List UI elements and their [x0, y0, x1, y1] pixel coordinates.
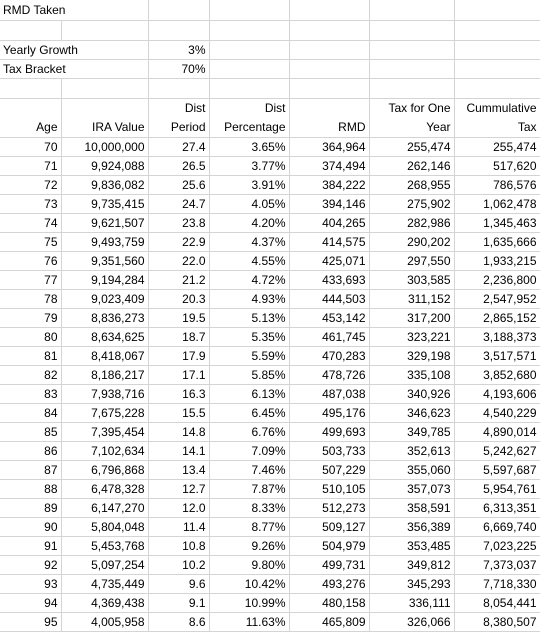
cell-tax-one-year[interactable]: 317,200	[369, 308, 454, 327]
cell-dist-percentage[interactable]: 5.59%	[209, 346, 289, 365]
sheet-title[interactable]: RMD Taken	[0, 0, 148, 20]
cell-ira-value[interactable]: 6,796,868	[61, 460, 148, 479]
header-rmd[interactable]: RMD	[289, 98, 369, 137]
cell-empty[interactable]	[148, 20, 209, 40]
cell-ira-value[interactable]: 8,418,067	[61, 346, 148, 365]
table-row	[0, 593, 540, 612]
cell-cumulative-tax[interactable]: 6,669,740	[454, 517, 540, 536]
header-cumulative-tax[interactable]: Cummulative Tax	[454, 98, 540, 137]
cell-cumulative-tax[interactable]: 1,635,666	[454, 232, 540, 251]
cell-dist-period[interactable]: 12.7	[148, 479, 209, 498]
cell-age[interactable]: 78	[0, 289, 61, 308]
cell-dist-percentage[interactable]: 11.63%	[209, 612, 289, 631]
table-row	[0, 213, 540, 232]
cell-empty[interactable]	[289, 20, 369, 40]
cell-age[interactable]: 94	[0, 593, 61, 612]
cell-cumulative-tax[interactable]: 517,620	[454, 156, 540, 175]
yearly-growth-value[interactable]: 3%	[148, 40, 209, 59]
yearly-growth-label[interactable]: Yearly Growth	[0, 40, 148, 59]
cell-empty[interactable]	[289, 0, 369, 20]
cell-rmd[interactable]: 509,127	[289, 517, 369, 536]
cell-rmd[interactable]: 495,176	[289, 403, 369, 422]
cell-tax-one-year[interactable]: 268,955	[369, 175, 454, 194]
title-row	[0, 0, 540, 20]
cell-dist-period[interactable]: 12.0	[148, 498, 209, 517]
cell-age[interactable]: 88	[0, 479, 61, 498]
tax-bracket-label[interactable]: Tax Bracket	[0, 59, 148, 78]
table-row	[0, 555, 540, 574]
cell-cumulative-tax[interactable]: 4,890,014	[454, 422, 540, 441]
cell-dist-period[interactable]: 11.4	[148, 517, 209, 536]
cell-age[interactable]: 74	[0, 213, 61, 232]
cell-rmd[interactable]: 499,731	[289, 555, 369, 574]
cell-tax-one-year[interactable]: 297,550	[369, 251, 454, 270]
table-row	[0, 479, 540, 498]
cell-empty[interactable]	[209, 59, 289, 78]
cell-age[interactable]: 72	[0, 175, 61, 194]
cell-ira-value[interactable]: 5,804,048	[61, 517, 148, 536]
yearly-growth-row	[0, 40, 540, 59]
cell-cumulative-tax[interactable]: 8,054,441	[454, 593, 540, 612]
cell-age[interactable]: 86	[0, 441, 61, 460]
cell-dist-period[interactable]: 14.1	[148, 441, 209, 460]
cell-dist-percentage[interactable]: 4.72%	[209, 270, 289, 289]
table-row	[0, 194, 540, 213]
cell-empty[interactable]	[61, 78, 148, 98]
cell-dist-percentage[interactable]: 4.55%	[209, 251, 289, 270]
table-row	[0, 536, 540, 555]
cell-tax-one-year[interactable]: 356,389	[369, 517, 454, 536]
cell-age[interactable]: 91	[0, 536, 61, 555]
cell-cumulative-tax[interactable]: 1,345,463	[454, 213, 540, 232]
cell-empty[interactable]	[369, 78, 454, 98]
cell-dist-period[interactable]: 15.5	[148, 403, 209, 422]
cell-tax-one-year[interactable]: 358,591	[369, 498, 454, 517]
table-row	[0, 384, 540, 403]
cell-dist-percentage[interactable]: 5.13%	[209, 308, 289, 327]
cell-dist-period[interactable]: 25.6	[148, 175, 209, 194]
cell-empty[interactable]	[369, 59, 454, 78]
cell-rmd[interactable]: 433,693	[289, 270, 369, 289]
cell-dist-percentage[interactable]: 10.99%	[209, 593, 289, 612]
table-row	[0, 270, 540, 289]
table-row	[0, 612, 540, 631]
cell-dist-percentage[interactable]: 6.45%	[209, 403, 289, 422]
cell-ira-value[interactable]: 5,453,768	[61, 536, 148, 555]
cell-ira-value[interactable]: 9,735,415	[61, 194, 148, 213]
cell-empty[interactable]	[289, 78, 369, 98]
cell-empty[interactable]	[369, 20, 454, 40]
cell-dist-period[interactable]: 16.3	[148, 384, 209, 403]
cell-cumulative-tax[interactable]: 5,597,687	[454, 460, 540, 479]
cell-dist-percentage[interactable]: 7.87%	[209, 479, 289, 498]
cell-age[interactable]: 84	[0, 403, 61, 422]
cell-empty[interactable]	[454, 78, 540, 98]
cell-tax-one-year[interactable]: 329,198	[369, 346, 454, 365]
table-row	[0, 365, 540, 384]
table-row	[0, 175, 540, 194]
cell-tax-one-year[interactable]: 255,474	[369, 137, 454, 156]
cell-rmd[interactable]: 444,503	[289, 289, 369, 308]
cell-rmd[interactable]: 461,745	[289, 327, 369, 346]
cell-dist-percentage[interactable]: 7.09%	[209, 441, 289, 460]
cell-dist-period[interactable]: 13.4	[148, 460, 209, 479]
table-row	[0, 403, 540, 422]
cell-empty[interactable]	[454, 59, 540, 78]
cell-ira-value[interactable]: 5,097,254	[61, 555, 148, 574]
blank-row	[0, 78, 540, 98]
cell-dist-percentage[interactable]: 8.77%	[209, 517, 289, 536]
cell-rmd[interactable]: 470,283	[289, 346, 369, 365]
cell-tax-one-year[interactable]: 335,108	[369, 365, 454, 384]
cell-rmd[interactable]: 404,265	[289, 213, 369, 232]
cell-ira-value[interactable]: 9,621,507	[61, 213, 148, 232]
cell-age[interactable]: 71	[0, 156, 61, 175]
cell-empty[interactable]	[289, 40, 369, 59]
cell-tax-one-year[interactable]: 346,623	[369, 403, 454, 422]
cell-tax-one-year[interactable]: 357,073	[369, 479, 454, 498]
cell-tax-one-year[interactable]: 336,111	[369, 593, 454, 612]
cell-dist-percentage[interactable]: 5.35%	[209, 327, 289, 346]
cell-rmd[interactable]: 465,809	[289, 612, 369, 631]
cell-ira-value[interactable]: 9,836,082	[61, 175, 148, 194]
cell-dist-percentage[interactable]: 3.65%	[209, 137, 289, 156]
cell-ira-value[interactable]: 8,634,625	[61, 327, 148, 346]
header-dist-percentage[interactable]: Dist Percentage	[209, 98, 289, 137]
cell-empty[interactable]	[148, 78, 209, 98]
cell-ira-value[interactable]: 10,000,000	[61, 137, 148, 156]
table-row	[0, 308, 540, 327]
cell-dist-period[interactable]: 8.6	[148, 612, 209, 631]
cell-rmd[interactable]: 493,276	[289, 574, 369, 593]
cell-cumulative-tax[interactable]: 7,373,037	[454, 555, 540, 574]
cell-dist-percentage[interactable]: 4.05%	[209, 194, 289, 213]
cell-dist-period[interactable]: 17.9	[148, 346, 209, 365]
cell-dist-percentage[interactable]: 3.91%	[209, 175, 289, 194]
cell-cumulative-tax[interactable]: 5,954,761	[454, 479, 540, 498]
table-row	[0, 156, 540, 175]
cell-cumulative-tax[interactable]: 3,517,571	[454, 346, 540, 365]
cell-dist-percentage[interactable]: 6.76%	[209, 422, 289, 441]
cell-tax-one-year[interactable]: 352,613	[369, 441, 454, 460]
cell-tax-one-year[interactable]: 303,585	[369, 270, 454, 289]
cell-cumulative-tax[interactable]: 4,540,229	[454, 403, 540, 422]
cell-ira-value[interactable]: 8,836,273	[61, 308, 148, 327]
cell-tax-one-year[interactable]: 340,926	[369, 384, 454, 403]
table-row	[0, 327, 540, 346]
cell-ira-value[interactable]: 6,478,328	[61, 479, 148, 498]
table-row	[0, 251, 540, 270]
cell-rmd[interactable]: 453,142	[289, 308, 369, 327]
blank-row	[0, 20, 540, 40]
header-age[interactable]: Age	[0, 98, 61, 137]
cell-dist-percentage[interactable]: 4.93%	[209, 289, 289, 308]
cell-rmd[interactable]: 512,273	[289, 498, 369, 517]
cell-ira-value[interactable]: 9,351,560	[61, 251, 148, 270]
cell-tax-one-year[interactable]: 323,221	[369, 327, 454, 346]
cell-empty[interactable]	[454, 0, 540, 20]
cell-rmd[interactable]: 503,733	[289, 441, 369, 460]
header-ira-value[interactable]: IRA Value	[61, 98, 148, 137]
cell-rmd[interactable]: 478,726	[289, 365, 369, 384]
cell-ira-value[interactable]: 9,924,088	[61, 156, 148, 175]
cell-tax-one-year[interactable]: 355,060	[369, 460, 454, 479]
cell-empty[interactable]	[454, 20, 540, 40]
cell-tax-one-year[interactable]: 345,293	[369, 574, 454, 593]
cell-age[interactable]: 75	[0, 232, 61, 251]
cell-empty[interactable]	[209, 78, 289, 98]
cell-dist-percentage[interactable]: 10.42%	[209, 574, 289, 593]
cell-ira-value[interactable]: 9,194,284	[61, 270, 148, 289]
cell-tax-one-year[interactable]: 349,785	[369, 422, 454, 441]
cell-dist-period[interactable]: 24.7	[148, 194, 209, 213]
cell-dist-percentage[interactable]: 4.37%	[209, 232, 289, 251]
cell-tax-one-year[interactable]: 349,812	[369, 555, 454, 574]
cell-ira-value[interactable]: 7,395,454	[61, 422, 148, 441]
cell-rmd[interactable]: 414,575	[289, 232, 369, 251]
cell-dist-period[interactable]: 27.4	[148, 137, 209, 156]
cell-tax-one-year[interactable]: 275,902	[369, 194, 454, 213]
cell-cumulative-tax[interactable]: 7,023,225	[454, 536, 540, 555]
cell-cumulative-tax[interactable]: 7,718,330	[454, 574, 540, 593]
cell-dist-period[interactable]: 17.1	[148, 365, 209, 384]
cell-tax-one-year[interactable]: 262,146	[369, 156, 454, 175]
cell-cumulative-tax[interactable]: 5,242,627	[454, 441, 540, 460]
cell-rmd[interactable]: 384,222	[289, 175, 369, 194]
cell-age[interactable]: 82	[0, 365, 61, 384]
cell-dist-percentage[interactable]: 3.77%	[209, 156, 289, 175]
cell-cumulative-tax[interactable]: 1,933,215	[454, 251, 540, 270]
cell-empty[interactable]	[369, 0, 454, 20]
cell-dist-percentage[interactable]: 4.20%	[209, 213, 289, 232]
table-row	[0, 422, 540, 441]
cell-cumulative-tax[interactable]: 786,576	[454, 175, 540, 194]
cell-empty[interactable]	[209, 0, 289, 20]
header-tax-one-year[interactable]: Tax for One Year	[369, 98, 454, 137]
cell-cumulative-tax[interactable]: 3,188,373	[454, 327, 540, 346]
cell-ira-value[interactable]: 7,938,716	[61, 384, 148, 403]
cell-age[interactable]: 87	[0, 460, 61, 479]
cell-dist-period[interactable]: 19.5	[148, 308, 209, 327]
cell-cumulative-tax[interactable]: 2,236,800	[454, 270, 540, 289]
cell-dist-period[interactable]: 20.3	[148, 289, 209, 308]
cell-age[interactable]: 70	[0, 137, 61, 156]
cell-age[interactable]: 92	[0, 555, 61, 574]
cell-rmd[interactable]: 374,494	[289, 156, 369, 175]
cell-ira-value[interactable]: 7,675,228	[61, 403, 148, 422]
cell-age[interactable]: 93	[0, 574, 61, 593]
cell-dist-percentage[interactable]: 9.80%	[209, 555, 289, 574]
cell-rmd[interactable]: 425,071	[289, 251, 369, 270]
tax-bracket-row	[0, 59, 540, 78]
cell-cumulative-tax[interactable]: 255,474	[454, 137, 540, 156]
cell-dist-period[interactable]: 23.8	[148, 213, 209, 232]
cell-dist-period[interactable]: 10.8	[148, 536, 209, 555]
cell-empty[interactable]	[369, 40, 454, 59]
header-row	[0, 98, 540, 137]
cell-tax-one-year[interactable]: 282,986	[369, 213, 454, 232]
cell-cumulative-tax[interactable]: 4,193,606	[454, 384, 540, 403]
header-dist-period[interactable]: Dist Period	[148, 98, 209, 137]
cell-rmd[interactable]: 504,979	[289, 536, 369, 555]
cell-age[interactable]: 80	[0, 327, 61, 346]
cell-age[interactable]: 85	[0, 422, 61, 441]
cell-cumulative-tax[interactable]: 8,380,507	[454, 612, 540, 631]
cell-age[interactable]: 90	[0, 517, 61, 536]
cell-tax-one-year[interactable]: 326,066	[369, 612, 454, 631]
cell-tax-one-year[interactable]: 353,485	[369, 536, 454, 555]
tax-bracket-value[interactable]: 70%	[148, 59, 209, 78]
cell-ira-value[interactable]: 9,023,409	[61, 289, 148, 308]
cell-age[interactable]: 95	[0, 612, 61, 631]
cell-age[interactable]: 89	[0, 498, 61, 517]
table-row	[0, 498, 540, 517]
cell-empty[interactable]	[0, 20, 61, 40]
table-row	[0, 517, 540, 536]
cell-cumulative-tax[interactable]: 2,547,952	[454, 289, 540, 308]
cell-age[interactable]: 76	[0, 251, 61, 270]
cell-rmd[interactable]: 499,693	[289, 422, 369, 441]
cell-dist-percentage[interactable]: 6.13%	[209, 384, 289, 403]
cell-rmd[interactable]: 487,038	[289, 384, 369, 403]
table-row	[0, 441, 540, 460]
cell-cumulative-tax[interactable]: 1,062,478	[454, 194, 540, 213]
cell-dist-period[interactable]: 21.2	[148, 270, 209, 289]
cell-empty[interactable]	[148, 0, 209, 20]
cell-dist-percentage[interactable]: 7.46%	[209, 460, 289, 479]
cell-tax-one-year[interactable]: 311,152	[369, 289, 454, 308]
table-row	[0, 137, 540, 156]
cell-empty[interactable]	[209, 40, 289, 59]
cell-age[interactable]: 73	[0, 194, 61, 213]
cell-rmd[interactable]: 510,105	[289, 479, 369, 498]
table-row	[0, 346, 540, 365]
cell-dist-period[interactable]: 14.8	[148, 422, 209, 441]
cell-rmd[interactable]: 480,158	[289, 593, 369, 612]
cell-empty[interactable]	[289, 59, 369, 78]
cell-dist-period[interactable]: 18.7	[148, 327, 209, 346]
cell-rmd[interactable]: 394,146	[289, 194, 369, 213]
cell-dist-percentage[interactable]: 9.26%	[209, 536, 289, 555]
cell-dist-percentage[interactable]: 8.33%	[209, 498, 289, 517]
cell-ira-value[interactable]: 4,005,958	[61, 612, 148, 631]
cell-ira-value[interactable]: 7,102,634	[61, 441, 148, 460]
cell-ira-value[interactable]: 4,369,438	[61, 593, 148, 612]
cell-age[interactable]: 77	[0, 270, 61, 289]
table-row	[0, 289, 540, 308]
cell-dist-period[interactable]: 9.6	[148, 574, 209, 593]
cell-empty[interactable]	[209, 20, 289, 40]
cell-empty[interactable]	[454, 40, 540, 59]
cell-dist-period[interactable]: 9.1	[148, 593, 209, 612]
table-row	[0, 232, 540, 251]
cell-cumulative-tax[interactable]: 2,865,152	[454, 308, 540, 327]
cell-dist-period[interactable]: 22.9	[148, 232, 209, 251]
cell-dist-period[interactable]: 22.0	[148, 251, 209, 270]
cell-dist-period[interactable]: 26.5	[148, 156, 209, 175]
cell-ira-value[interactable]: 6,147,270	[61, 498, 148, 517]
table-row	[0, 574, 540, 593]
cell-rmd[interactable]: 364,964	[289, 137, 369, 156]
cell-empty[interactable]	[0, 78, 61, 98]
cell-dist-percentage[interactable]: 5.85%	[209, 365, 289, 384]
cell-dist-period[interactable]: 10.2	[148, 555, 209, 574]
cell-age[interactable]: 81	[0, 346, 61, 365]
cell-cumulative-tax[interactable]: 6,313,351	[454, 498, 540, 517]
cell-age[interactable]: 83	[0, 384, 61, 403]
cell-rmd[interactable]: 507,229	[289, 460, 369, 479]
cell-ira-value[interactable]: 8,186,217	[61, 365, 148, 384]
cell-ira-value[interactable]: 4,735,449	[61, 574, 148, 593]
cell-cumulative-tax[interactable]: 3,852,680	[454, 365, 540, 384]
table-row	[0, 460, 540, 479]
cell-empty[interactable]	[61, 20, 148, 40]
cell-age[interactable]: 79	[0, 308, 61, 327]
cell-tax-one-year[interactable]: 290,202	[369, 232, 454, 251]
cell-ira-value[interactable]: 9,493,759	[61, 232, 148, 251]
